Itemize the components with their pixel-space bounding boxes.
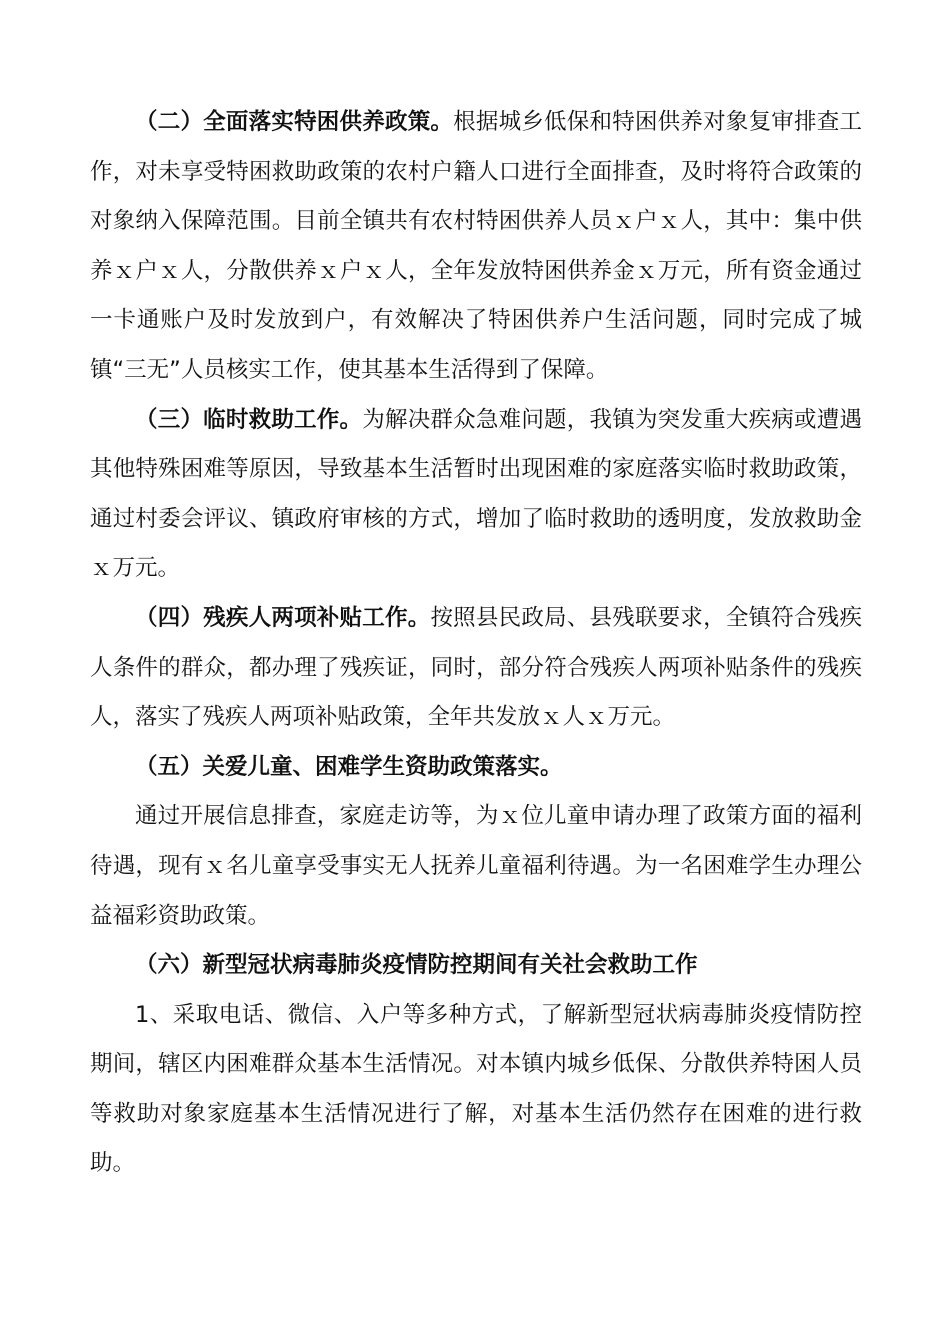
paragraph-text: 通过开展信息排查，家庭走访等，为ｘ位儿童申请办理了政策方面的福利待遇，现有ｘ名儿童享受事实无人抚养儿童福利待遇。为一名困难学生办理公益福彩资助政策。 xyxy=(90,803,862,929)
section-heading-2: （二）全面落实特困供养政策。 xyxy=(135,109,454,135)
paragraph-canjiren-butie xyxy=(90,594,862,743)
paragraph-text: 为解决群众急难问题，我镇为突发重大疾病或遭遇其他特殊困难等原因，导致基本生活暂时出现困难的家庭落实临时救助政策，通过村委会评议、镇政府审核的方式，增加了临时救助的透明度，发放救助金ｘ万元。 xyxy=(90,406,862,582)
paragraph-yiqing-heading xyxy=(90,941,862,991)
paragraph-linshi-jiuzhu xyxy=(90,396,862,594)
section-heading-3: （三）临时救助工作。 xyxy=(135,406,363,433)
section-heading-6: （六）新型冠状病毒肺炎疫情防控期间有关社会救助工作 xyxy=(135,952,698,979)
paragraph-guanai-ertong-heading xyxy=(90,743,862,793)
paragraph-guanai-ertong xyxy=(90,792,862,941)
document-body xyxy=(90,98,862,1189)
section-heading-5: （五）关爱儿童、困难学生资助政策落实。 xyxy=(135,753,563,780)
paragraph-text: 按照县民政局、县残联要求，全镇符合残疾人条件的群众，都办理了残疾证，同时，部分符合残疾人两项补贴条件的残疾人，落实了残疾人两项补贴政策，全年共发放ｘ人ｘ万元。 xyxy=(90,604,862,731)
paragraph-tekun-gongyang xyxy=(90,98,862,396)
section-heading-4: （四）残疾人两项补贴工作。 xyxy=(135,604,431,631)
paragraph-yiqing-item-1 xyxy=(90,991,862,1189)
paragraph-text: 根据城乡低保和特困供养对象复审排查工作，对未享受特困救助政策的农村户籍人口进行全面排查，及时将符合政策的对象纳入保障范围。目前全镇共有农村特困供养人员ｘ户ｘ人，其中：集中供养ｘ户ｘ人，分散供养ｘ户ｘ人，全年发放特困供养金ｘ万元，所有资金通过一卡通账户及时发放到户，有效解决了特困供养户生活问题，同时完成了城镇“三无”人员核实工作，使其基本生活得到了保障。 xyxy=(90,109,862,383)
paragraph-text: 1、采取电话、微信、入户等多种方式，了解新型冠状病毒肺炎疫情防控期间，辖区内困难群众基本生活情况。对本镇内城乡低保、分散供养特困人员等救助对象家庭基本生活情况进行了解，对基本生活仍然存在困难的进行救助。 xyxy=(90,1001,862,1177)
